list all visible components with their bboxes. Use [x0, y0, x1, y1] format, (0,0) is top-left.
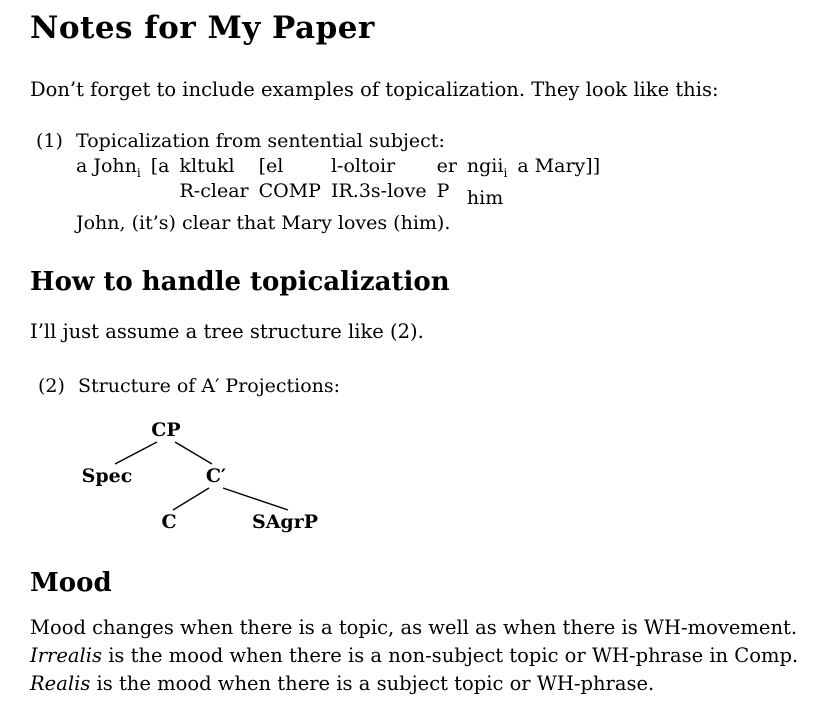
example-1	[36, 129, 810, 236]
gloss-word: [el	[258, 155, 284, 177]
tree-edge-cbar-sagrp	[223, 488, 288, 510]
gloss-word: a John$_i$	[76, 155, 141, 180]
example-1-translation: John, (it’s) clear that Mary loves (him).	[76, 211, 451, 234]
gloss-word: kltukl	[179, 155, 235, 177]
tree-edge-cp-cbar	[175, 442, 212, 464]
tree-node-c: C	[161, 510, 177, 533]
gloss-word: a Mary]]	[517, 155, 601, 177]
tree-node-cbar: C′	[205, 464, 227, 487]
gloss-word: ngii$_i$	[466, 155, 508, 180]
interlinear-gloss	[76, 154, 810, 211]
gloss-word-subscript: i	[136, 165, 141, 180]
gloss-column	[331, 154, 427, 204]
gloss-column	[259, 154, 321, 204]
syntax-tree	[60, 412, 360, 537]
gloss-word: er	[436, 155, 457, 177]
example-2-number: (2)	[38, 374, 65, 397]
gloss-translation: IR.3s-love	[330, 180, 427, 202]
text-run: is the mood when there is a non-subject topic or WH-phrase in Comp.	[102, 643, 799, 667]
gloss-column	[437, 154, 457, 204]
example-1-number: (1)	[36, 130, 63, 152]
intro-paragraph: Don’t forget to include examples of topicalization. They look like this:	[30, 78, 719, 101]
section-heading-mood: Mood	[30, 567, 112, 598]
gloss-column	[76, 154, 141, 211]
gloss-translation: R-clear	[179, 180, 249, 202]
tree-edge-cp-spec	[115, 442, 157, 464]
example-1-body	[76, 129, 810, 236]
mood-paragraph	[30, 614, 810, 698]
gloss-word: l-oltoir	[330, 155, 396, 177]
gloss-word-subscript: i	[503, 165, 508, 180]
text-run: is the mood when there is a subject topic or WH-phrase.	[90, 671, 655, 695]
gloss-translation: him	[466, 186, 504, 209]
document-page	[0, 10, 828, 716]
tree-node-spec: Spec	[81, 464, 133, 487]
gloss-translation: P	[436, 180, 450, 202]
gloss-translation: COMP	[258, 180, 321, 202]
section-heading-topicalization: How to handle topicalization	[30, 266, 450, 297]
mood-paragraph-line	[30, 642, 810, 670]
tree-edge-cbar-c	[173, 488, 209, 510]
gloss-translation	[151, 179, 170, 204]
example-1-label: Topicalization from sentential subject:	[76, 130, 445, 152]
example-2	[38, 374, 810, 399]
mood-paragraph-line	[30, 614, 810, 642]
mood-paragraph-line	[30, 670, 810, 698]
example-2-label: Structure of A′ Projections:	[78, 374, 341, 397]
gloss-column	[180, 154, 249, 204]
tree-node-sagrp: SAgrP	[251, 510, 319, 533]
gloss-word: [a	[150, 155, 170, 177]
gloss-column	[151, 154, 170, 204]
gloss-translation	[517, 179, 600, 204]
gloss-translation	[76, 186, 141, 211]
gloss-column	[517, 154, 600, 204]
italic-term: Irrealis	[30, 643, 102, 667]
tree-node-cp: CP	[151, 418, 181, 441]
italic-term: Realis	[30, 671, 91, 695]
document-title: Notes for My Paper	[30, 10, 375, 46]
gloss-column	[467, 154, 507, 211]
text-run: Mood changes when there is a topic, as well as when there is WH-movement.	[30, 615, 798, 639]
section2-paragraph: I’ll just assume a tree structure like (2).	[30, 319, 424, 343]
